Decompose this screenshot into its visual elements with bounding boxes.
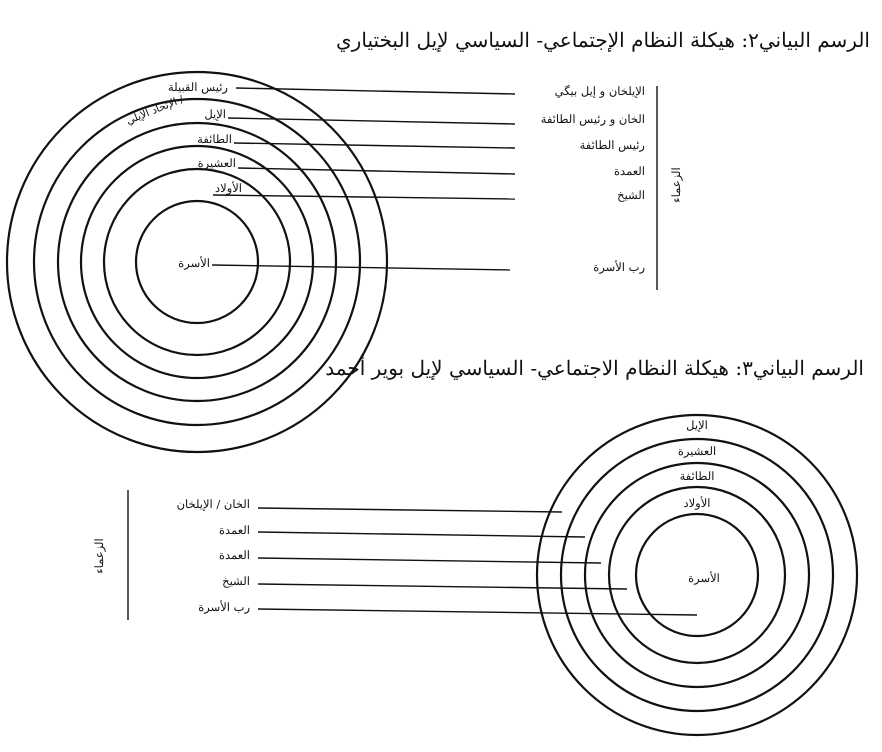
leader-label-omda-1: العمدة [219,523,250,537]
leader-label-khan-ilkhan: الخان / الإيلخان [176,497,250,511]
leader-label-omda-2: العمدة [219,548,250,562]
ring-label-il: الإيل [204,107,226,121]
ring-label-union: الإتحاد الإيلي / [124,93,186,128]
ring-label-clan: العشيرة [677,444,717,458]
leader-label-head-of-family: رب الأسرة [198,600,250,614]
ring-label-il: الإيل [686,418,708,432]
ring-label-family: الأسرة [688,571,720,585]
ring-label-clan: العشيرة [197,156,236,170]
diagram-2-connectors [212,88,515,270]
diagram-3-title: الرسم البياني۳: هيكلة النظام الاجتماعي- السياسي لإيل بوير أحمد [325,356,864,380]
diagram-2-side-label: الزعماء [669,167,683,203]
ring-label-awlad: الأولاد [683,496,711,510]
leader-label-head-of-family: رب الأسرة [593,260,645,274]
diagram-3-side-label: الزعماء [92,538,106,574]
ring-label-family: الأسرة [178,256,210,270]
leader-label-sheikh: الشيخ [222,574,250,588]
leader-label-ilkhan: الإيلخان و إيل بيگي [554,84,645,98]
leader-label-khan: الخان و رئيس الطائفة [540,112,645,126]
ring-label-taifa: الطائفة [197,132,232,146]
leader-label-taifa-chief: رئيس الطائفة [579,138,645,152]
ring-label-awlad: الأولاد [215,181,242,195]
leader-label-omda: العمدة [614,164,645,178]
ring-label-tribe-chief: رئيس القبيلة [168,80,228,94]
diagram-2-title: الرسم البياني۲: هيكلة النظام الإجتماعي- السياسي لإيل البختياري [336,28,870,52]
leader-label-sheikh: الشيخ [617,188,645,202]
ring-label-taifa: الطائفة [679,469,715,483]
diagram-3-connectors [258,508,697,615]
